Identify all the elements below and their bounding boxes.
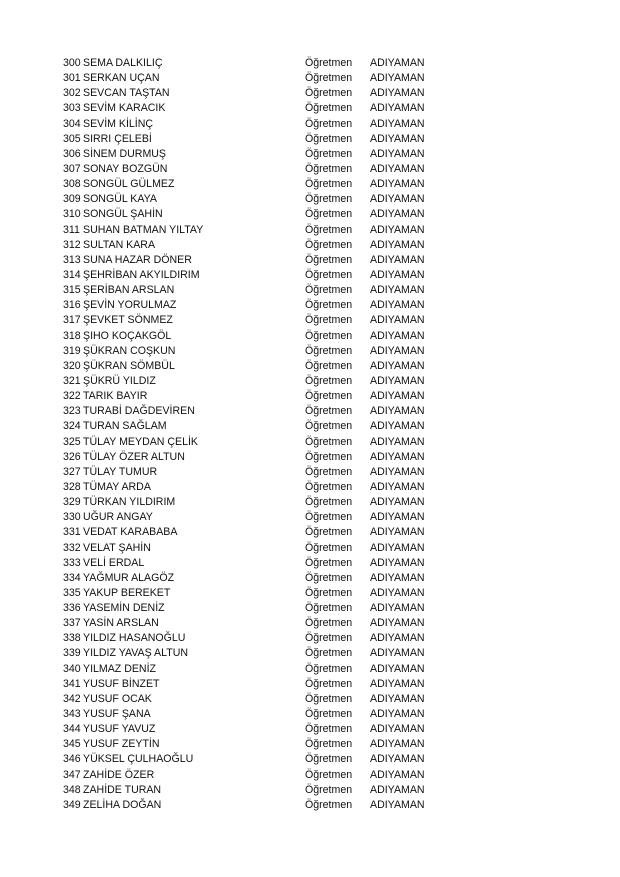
row-number: 308: [63, 178, 81, 191]
person-role: Öğretmen: [305, 268, 353, 281]
row-number: 325: [63, 435, 81, 448]
person-name: SONAY BOZGÜN: [83, 162, 168, 175]
row-number: 337: [63, 617, 81, 630]
person-name: SİNEM DURMUŞ: [83, 147, 166, 160]
person-role: Öğretmen: [305, 768, 353, 781]
person-role: Öğretmen: [305, 571, 353, 584]
row-number: 324: [63, 420, 81, 433]
list-item: [0, 495, 620, 510]
list-item: [0, 359, 620, 374]
person-city: ADIYAMAN: [370, 132, 425, 145]
person-city: ADIYAMAN: [370, 238, 425, 251]
row-number: 315: [63, 284, 81, 297]
person-name: SONGÜL ŞAHİN: [83, 208, 163, 221]
person-role: Öğretmen: [305, 465, 353, 478]
person-city: ADIYAMAN: [370, 178, 425, 191]
list-item: [0, 147, 620, 162]
person-city: ADIYAMAN: [370, 586, 425, 599]
list-item: [0, 798, 620, 813]
person-city: ADIYAMAN: [370, 435, 425, 448]
row-number: 319: [63, 344, 81, 357]
row-number: 318: [63, 329, 81, 342]
list-item: [0, 768, 620, 783]
list-item: [0, 268, 620, 283]
row-number: 341: [63, 677, 81, 690]
person-city: ADIYAMAN: [370, 511, 425, 524]
person-city: ADIYAMAN: [370, 465, 425, 478]
person-name: TARIK BAYIR: [83, 390, 148, 403]
person-role: Öğretmen: [305, 541, 353, 554]
person-role: Öğretmen: [305, 511, 353, 524]
row-number: 338: [63, 632, 81, 645]
list-item: [0, 571, 620, 586]
row-number: 316: [63, 299, 81, 312]
person-name: ŞIHO KOÇAKGÖL: [83, 329, 172, 342]
person-name: TURABİ DAĞDEVİREN: [83, 405, 195, 418]
person-city: ADIYAMAN: [370, 284, 425, 297]
list-item: [0, 783, 620, 798]
list-item: [0, 298, 620, 313]
person-role: Öğretmen: [305, 87, 353, 100]
person-name: ŞEHRİBAN AKYILDIRIM: [83, 268, 200, 281]
person-name: SIRRI ÇELEBİ: [83, 132, 152, 145]
person-city: ADIYAMAN: [370, 162, 425, 175]
person-city: ADIYAMAN: [370, 541, 425, 554]
person-role: Öğretmen: [305, 238, 353, 251]
row-number: 326: [63, 450, 81, 463]
person-city: ADIYAMAN: [370, 57, 425, 69]
person-role: Öğretmen: [305, 738, 353, 751]
person-role: Öğretmen: [305, 359, 353, 372]
person-role: Öğretmen: [305, 647, 353, 660]
person-role: Öğretmen: [305, 435, 353, 448]
person-name: SONGÜL KAYA: [83, 193, 157, 206]
person-city: ADIYAMAN: [370, 556, 425, 569]
person-city: ADIYAMAN: [370, 374, 425, 387]
person-role: Öğretmen: [305, 617, 353, 630]
person-name: SONGÜL GÜLMEZ: [83, 178, 175, 191]
list-item: [0, 662, 620, 677]
person-role: Öğretmen: [305, 314, 353, 327]
person-name: SEVİM KİLİNÇ: [83, 117, 154, 130]
person-role: Öğretmen: [305, 208, 353, 221]
person-city: ADIYAMAN: [370, 617, 425, 630]
person-city: ADIYAMAN: [370, 738, 425, 751]
person-role: Öğretmen: [305, 102, 353, 115]
person-city: ADIYAMAN: [370, 647, 425, 660]
person-name: ZAHİDE ÖZER: [83, 768, 155, 781]
person-city: ADIYAMAN: [370, 571, 425, 584]
person-name: YÜKSEL ÇULHAOĞLU: [83, 753, 194, 766]
row-number: 303: [63, 102, 81, 115]
person-city: ADIYAMAN: [370, 208, 425, 221]
person-city: ADIYAMAN: [370, 753, 425, 766]
person-name: VEDAT KARABABA: [83, 526, 178, 539]
person-name: YILDIZ YAVAŞ ALTUN: [83, 647, 188, 660]
person-city: ADIYAMAN: [370, 268, 425, 281]
person-city: ADIYAMAN: [370, 798, 425, 811]
list-item: [0, 223, 620, 238]
person-name: ŞÜKRÜ YILDIZ: [83, 374, 156, 387]
row-number: 334: [63, 571, 81, 584]
row-number: 321: [63, 374, 81, 387]
list-item: [0, 283, 620, 298]
person-role: Öğretmen: [305, 178, 353, 191]
row-number: 330: [63, 511, 81, 524]
person-city: ADIYAMAN: [370, 708, 425, 721]
row-number: 339: [63, 647, 81, 660]
person-role: Öğretmen: [305, 193, 353, 206]
person-role: Öğretmen: [305, 556, 353, 569]
person-role: Öğretmen: [305, 147, 353, 160]
row-number: 346: [63, 753, 81, 766]
person-name: TÜMAY ARDA: [83, 480, 151, 493]
person-name: YUSUF YAVUZ: [83, 723, 156, 736]
person-city: ADIYAMAN: [370, 223, 425, 236]
person-role: Öğretmen: [305, 480, 353, 493]
row-number: 310: [63, 208, 81, 221]
person-city: ADIYAMAN: [370, 480, 425, 493]
row-number: 344: [63, 723, 81, 736]
person-name: YAĞMUR ALAGÖZ: [83, 571, 175, 584]
list-item: [0, 86, 620, 101]
person-name: SULTAN KARA: [83, 238, 156, 251]
list-item: [0, 480, 620, 495]
list-item: [0, 56, 620, 71]
person-city: ADIYAMAN: [370, 723, 425, 736]
teacher-list: [0, 56, 620, 813]
row-number: 311: [63, 223, 80, 236]
person-name: SERKAN UÇAN: [83, 72, 160, 85]
person-name: TÜLAY TUMUR: [83, 465, 158, 478]
row-number: 301: [63, 72, 81, 85]
person-role: Öğretmen: [305, 253, 353, 266]
person-city: ADIYAMAN: [370, 692, 425, 705]
list-item: [0, 616, 620, 631]
person-role: Öğretmen: [305, 708, 353, 721]
list-item: [0, 556, 620, 571]
person-name: YILMAZ DENİZ: [83, 662, 156, 675]
list-item: [0, 631, 620, 646]
person-role: Öğretmen: [305, 677, 353, 690]
person-city: ADIYAMAN: [370, 496, 425, 509]
person-role: Öğretmen: [305, 783, 353, 796]
person-city: ADIYAMAN: [370, 299, 425, 312]
person-role: Öğretmen: [305, 299, 353, 312]
list-item: [0, 435, 620, 450]
list-item: [0, 465, 620, 480]
person-name: YUSUF OCAK: [83, 692, 152, 705]
list-item: [0, 737, 620, 752]
person-role: Öğretmen: [305, 72, 353, 85]
person-role: Öğretmen: [305, 450, 353, 463]
person-name: TÜLAY ÖZER ALTUN: [83, 450, 185, 463]
list-item: [0, 586, 620, 601]
list-item: [0, 525, 620, 540]
person-role: Öğretmen: [305, 284, 353, 297]
person-name: UĞUR ANGAY: [83, 511, 153, 524]
row-number: 317: [63, 314, 81, 327]
person-name: YASEMİN DENİZ: [83, 602, 165, 615]
person-name: ŞÜKRAN SÖMBÜL: [83, 359, 175, 372]
person-role: Öğretmen: [305, 420, 353, 433]
person-city: ADIYAMAN: [370, 662, 425, 675]
row-number: 312: [63, 238, 81, 251]
list-item: [0, 207, 620, 222]
person-role: Öğretmen: [305, 57, 353, 69]
row-number: 335: [63, 586, 81, 599]
row-number: 342: [63, 692, 81, 705]
row-number: 349: [63, 798, 81, 811]
person-city: ADIYAMAN: [370, 193, 425, 206]
list-item: [0, 162, 620, 177]
person-role: Öğretmen: [305, 723, 353, 736]
row-number: 328: [63, 480, 81, 493]
row-number: 348: [63, 783, 81, 796]
person-name: ŞEVİN YORULMAZ: [83, 299, 177, 312]
person-role: Öğretmen: [305, 132, 353, 145]
row-number: 322: [63, 390, 81, 403]
person-name: SEMA DALKILIÇ: [83, 57, 163, 69]
list-item: [0, 344, 620, 359]
person-role: Öğretmen: [305, 405, 353, 418]
row-number: 331: [63, 526, 81, 539]
person-name: ŞÜKRAN COŞKUN: [83, 344, 176, 357]
person-name: SUHAN BATMAN YILTAY: [83, 223, 204, 236]
row-number: 336: [63, 602, 81, 615]
person-name: TURAN SAĞLAM: [83, 420, 167, 433]
row-number: 345: [63, 738, 81, 751]
person-city: ADIYAMAN: [370, 783, 425, 796]
list-item: [0, 117, 620, 132]
row-number: 329: [63, 496, 81, 509]
person-role: Öğretmen: [305, 496, 353, 509]
person-name: YUSUF ZEYTİN: [83, 738, 160, 751]
person-role: Öğretmen: [305, 586, 353, 599]
person-role: Öğretmen: [305, 662, 353, 675]
list-item: [0, 692, 620, 707]
person-city: ADIYAMAN: [370, 147, 425, 160]
list-item: [0, 253, 620, 268]
person-role: Öğretmen: [305, 798, 353, 811]
person-city: ADIYAMAN: [370, 526, 425, 539]
list-item: [0, 752, 620, 767]
list-item: [0, 646, 620, 661]
list-item: [0, 722, 620, 737]
person-name: YUSUF BİNZET: [83, 677, 160, 690]
person-city: ADIYAMAN: [370, 359, 425, 372]
person-role: Öğretmen: [305, 117, 353, 130]
list-item: [0, 71, 620, 86]
list-item: [0, 419, 620, 434]
person-role: Öğretmen: [305, 390, 353, 403]
person-role: Öğretmen: [305, 223, 353, 236]
person-name: SEVİM KARACIK: [83, 102, 166, 115]
list-item: [0, 677, 620, 692]
person-role: Öğretmen: [305, 602, 353, 615]
person-name: ŞERİBAN ARSLAN: [83, 284, 175, 297]
list-item: [0, 132, 620, 147]
person-city: ADIYAMAN: [370, 314, 425, 327]
list-item: [0, 450, 620, 465]
person-city: ADIYAMAN: [370, 677, 425, 690]
list-item: [0, 313, 620, 328]
person-city: ADIYAMAN: [370, 602, 425, 615]
row-number: 323: [63, 405, 81, 418]
row-number: 302: [63, 87, 81, 100]
list-item: [0, 510, 620, 525]
person-name: YAKUP BEREKET: [83, 586, 171, 599]
person-name: YUSUF ŞANA: [83, 708, 151, 721]
list-item: [0, 404, 620, 419]
person-role: Öğretmen: [305, 753, 353, 766]
person-city: ADIYAMAN: [370, 87, 425, 100]
person-name: SEVCAN TAŞTAN: [83, 87, 170, 100]
person-name: TÜRKAN YILDIRIM: [83, 496, 176, 509]
row-number: 332: [63, 541, 81, 554]
list-item: [0, 101, 620, 116]
list-item: [0, 389, 620, 404]
person-city: ADIYAMAN: [370, 768, 425, 781]
person-city: ADIYAMAN: [370, 329, 425, 342]
person-name: TÜLAY MEYDAN ÇELİK: [83, 435, 198, 448]
person-city: ADIYAMAN: [370, 102, 425, 115]
person-city: ADIYAMAN: [370, 72, 425, 85]
person-role: Öğretmen: [305, 329, 353, 342]
person-name: ZAHİDE TURAN: [83, 783, 162, 796]
person-city: ADIYAMAN: [370, 405, 425, 418]
row-number: 320: [63, 359, 81, 372]
row-number: 347: [63, 768, 81, 781]
person-city: ADIYAMAN: [370, 253, 425, 266]
person-name: YILDIZ HASANOĞLU: [83, 632, 186, 645]
row-number: 314: [63, 268, 81, 281]
person-city: ADIYAMAN: [370, 117, 425, 130]
row-number: 305: [63, 132, 81, 145]
row-number: 343: [63, 708, 81, 721]
row-number: 327: [63, 465, 81, 478]
person-role: Öğretmen: [305, 692, 353, 705]
row-number: 307: [63, 162, 81, 175]
person-city: ADIYAMAN: [370, 390, 425, 403]
person-role: Öğretmen: [305, 162, 353, 175]
person-name: YASİN ARSLAN: [83, 617, 159, 630]
list-item: [0, 541, 620, 556]
list-item: [0, 707, 620, 722]
list-item: [0, 374, 620, 389]
row-number: 306: [63, 147, 81, 160]
list-item: [0, 177, 620, 192]
person-city: ADIYAMAN: [370, 450, 425, 463]
person-city: ADIYAMAN: [370, 420, 425, 433]
row-number: 340: [63, 662, 81, 675]
person-name: ŞEVKET SÖNMEZ: [83, 314, 173, 327]
list-item: [0, 601, 620, 616]
person-role: Öğretmen: [305, 526, 353, 539]
person-role: Öğretmen: [305, 632, 353, 645]
list-item: [0, 192, 620, 207]
person-role: Öğretmen: [305, 344, 353, 357]
person-name: VELİ ERDAL: [83, 556, 145, 569]
person-city: ADIYAMAN: [370, 344, 425, 357]
person-role: Öğretmen: [305, 374, 353, 387]
row-number: 309: [63, 193, 81, 206]
row-number: 300: [63, 57, 81, 69]
row-number: 304: [63, 117, 81, 130]
list-item: [0, 238, 620, 253]
person-name: VELAT ŞAHİN: [83, 541, 151, 554]
person-name: SUNA HAZAR DÖNER: [83, 253, 192, 266]
list-item: [0, 329, 620, 344]
person-city: ADIYAMAN: [370, 632, 425, 645]
row-number: 333: [63, 556, 81, 569]
person-name: ZELİHA DOĞAN: [83, 798, 162, 811]
row-number: 313: [63, 253, 81, 266]
